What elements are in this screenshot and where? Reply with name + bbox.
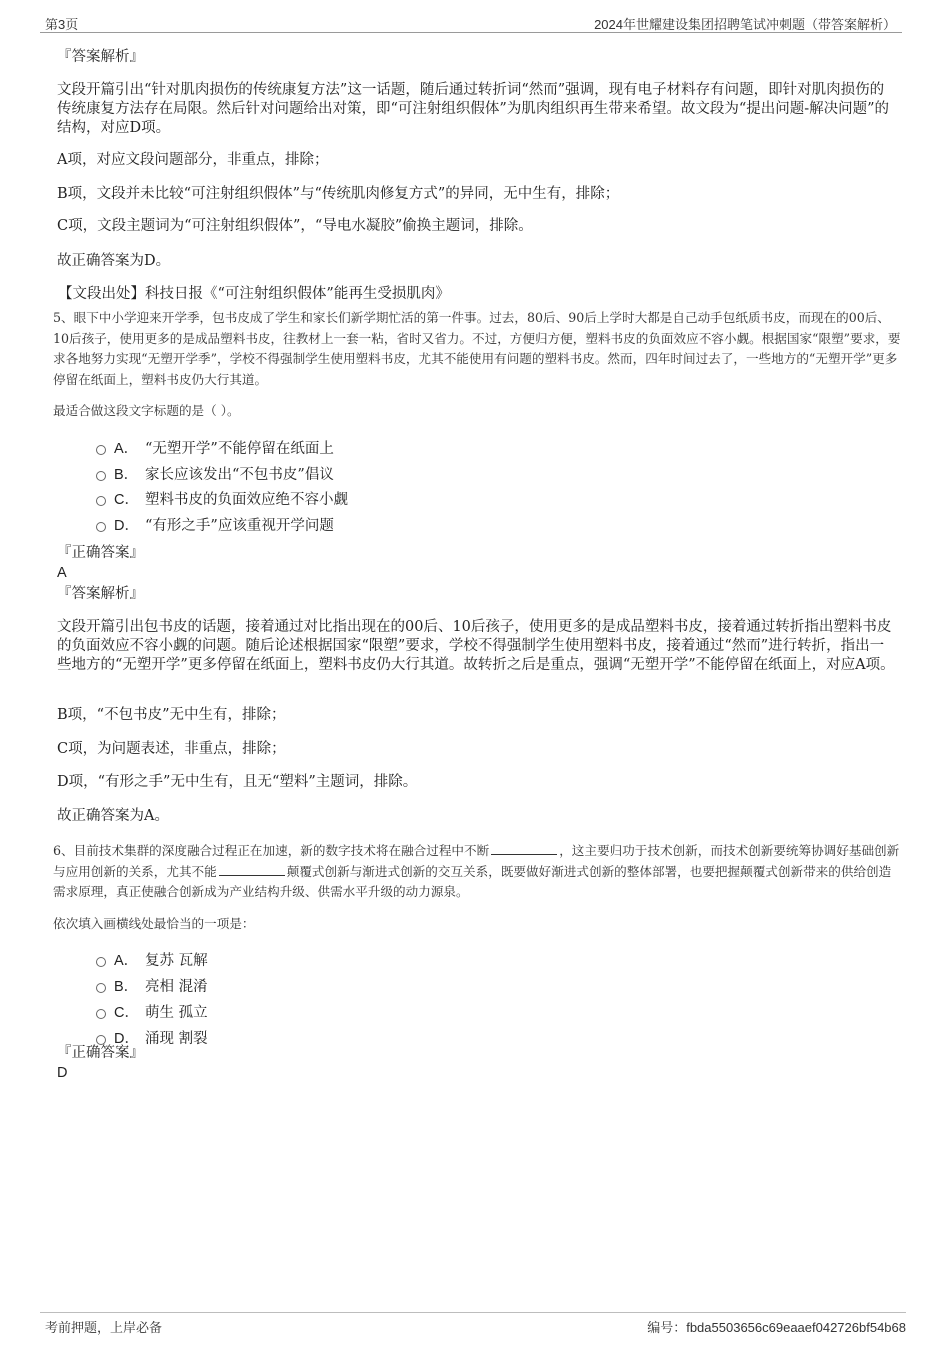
q5-analysis-d: D项，“有形之手”无中生有，且无“塑料”主题词，排除。 (57, 774, 418, 790)
q5-analysis-b: B项，“不包书皮”无中生有，排除； (57, 707, 286, 723)
q5-prompt: 最适合做这段文字标题的是（ ）。 (53, 403, 240, 418)
radio-icon[interactable] (96, 1009, 106, 1019)
q6-prompt: 依次填入画横线处最恰当的一项是： (53, 916, 255, 931)
document-title: 2024年世耀建设集团招聘笔试冲刺题（带答案解析） (594, 17, 896, 32)
q5-analysis: 文段开篇引出包书皮的话题，接着通过对比指出现在的00后、10后孩子，使用更多的是成品塑料书皮，接着通过转折指出塑料书皮的负面效应不容小觑的问题。随后论述根据国家“限塑”要求，学校不得强制学生使用塑料书皮，接着通过“然而”进行转折，指出一些地方的“无塑开学”更多停留在纸面上，塑料书皮仍大行其道。故转折之后是重点，强调“无塑开学”不能停留在纸面上，对应A项。 (57, 619, 895, 673)
q6-answer: D (57, 1065, 68, 1081)
q4-conclusion: 故正确答案为D。 (57, 253, 171, 269)
radio-icon[interactable] (96, 471, 106, 481)
q4-analysis-c: C项，文段主题词为“可注射组织假体”，“导电水凝胶”偷换主题词，排除。 (57, 218, 533, 234)
page-number: 第3页 (45, 17, 79, 32)
q4-analysis-b: B项，文段并未比较“可注射组织假体”与“传统肌肉修复方式”的异同，无中生有，排除； (57, 186, 620, 202)
q6-option-a[interactable]: A． 复苏 瓦解 (96, 950, 208, 972)
q5-conclusion: 故正确答案为A。 (57, 808, 169, 824)
page-footer (40, 1312, 906, 1337)
q5-answer-label: 『正确答案』 (57, 545, 144, 561)
q5-stem: 5、眼下中小学迎来开学季，包书皮成了学生和家长们新学期忙活的第一件事。过去，80后、90后上学时大都是自己动手包纸质书皮，而现在的00后、10后孩子，使用更多的是成品塑料书皮，往教材上一套一粘，省时又省力。不过，方便归方便，塑料书皮的负面效应不容小觑。根据国家“限塑”要求，要求各地努力实现“无塑开学季”，学校不得强制学生使用塑料书皮，尤其不能使用有问题的塑料书皮。然而，四年时间过去了，一些地方的“无塑开学”更多停留在纸面上，塑料书皮仍大行其道。 (53, 310, 901, 387)
q4-source: 【文段出处】科技日报《“可注射组织假体”能再生受损肌肉》 (58, 286, 450, 302)
q5-option-a[interactable]: A． “无塑开学”不能停留在纸面上 (96, 438, 334, 460)
q4-analysis-a: A项，对应文段问题部分，非重点，排除； (57, 152, 329, 168)
q5-option-b[interactable]: B． 家长应该发出“不包书皮”倡议 (96, 464, 334, 486)
q6-answer-label: 『正确答案』 (57, 1045, 144, 1061)
q6-option-d[interactable]: D． 涌现 割裂 (96, 1028, 208, 1050)
page-header (40, 12, 902, 33)
fill-blank-2 (219, 863, 285, 876)
q4-analysis-label: 『答案解析』 (57, 49, 144, 65)
q6-stem: 6、目前技术集群的深度融合过程正在加速，新的数字技术将在融合过程中不断 ，这主要归功于技术创新，而技术创新要统筹协调好基础创新与应用创新的关系，尤其不能 颠覆式创新与渐进式创新的交互关系，既要做好渐进式创新的整体部署，也要把握颠覆式创新带来的供给创造需求原理，真正使融合创新成为产业结构升级、供需水平升级的动力源泉。 (53, 843, 900, 899)
q5-analysis-label: 『答案解析』 (57, 586, 144, 602)
radio-icon[interactable] (96, 983, 106, 993)
document-id: 编号：fbda5503656c69eaaef042726bf54b68 (647, 1320, 906, 1335)
radio-icon[interactable] (96, 445, 106, 455)
fill-blank-1 (491, 842, 557, 855)
q6-option-b[interactable]: B． 亮相 混淆 (96, 976, 208, 998)
q5-answer: A (57, 565, 67, 581)
q5-option-d[interactable]: D． “有形之手”应该重视开学问题 (96, 515, 334, 537)
footer-slogan: 考前押题，上岸必备 (45, 1320, 163, 1335)
radio-icon[interactable] (96, 957, 106, 967)
q4-analysis-intro: 文段开篇引出“针对肌肉损伤的传统康复方法”这一话题，随后通过转折词“然而”强调，现有电子材料存有问题，即针对肌肉损伤的传统康复方法存在局限。然后针对问题给出对策，即“可注射组织假体”为肌肉组织再生带来希望。故文段为“提出问题-解决问题”的结构，对应D项。 (57, 82, 890, 136)
q6-option-c[interactable]: C． 萌生 孤立 (96, 1002, 208, 1024)
radio-icon[interactable] (96, 496, 106, 506)
q5-option-c[interactable]: C． 塑料书皮的负面效应绝不容小觑 (96, 489, 348, 511)
radio-icon[interactable] (96, 522, 106, 532)
q5-analysis-c: C项，为问题表述，非重点，排除； (57, 741, 286, 757)
